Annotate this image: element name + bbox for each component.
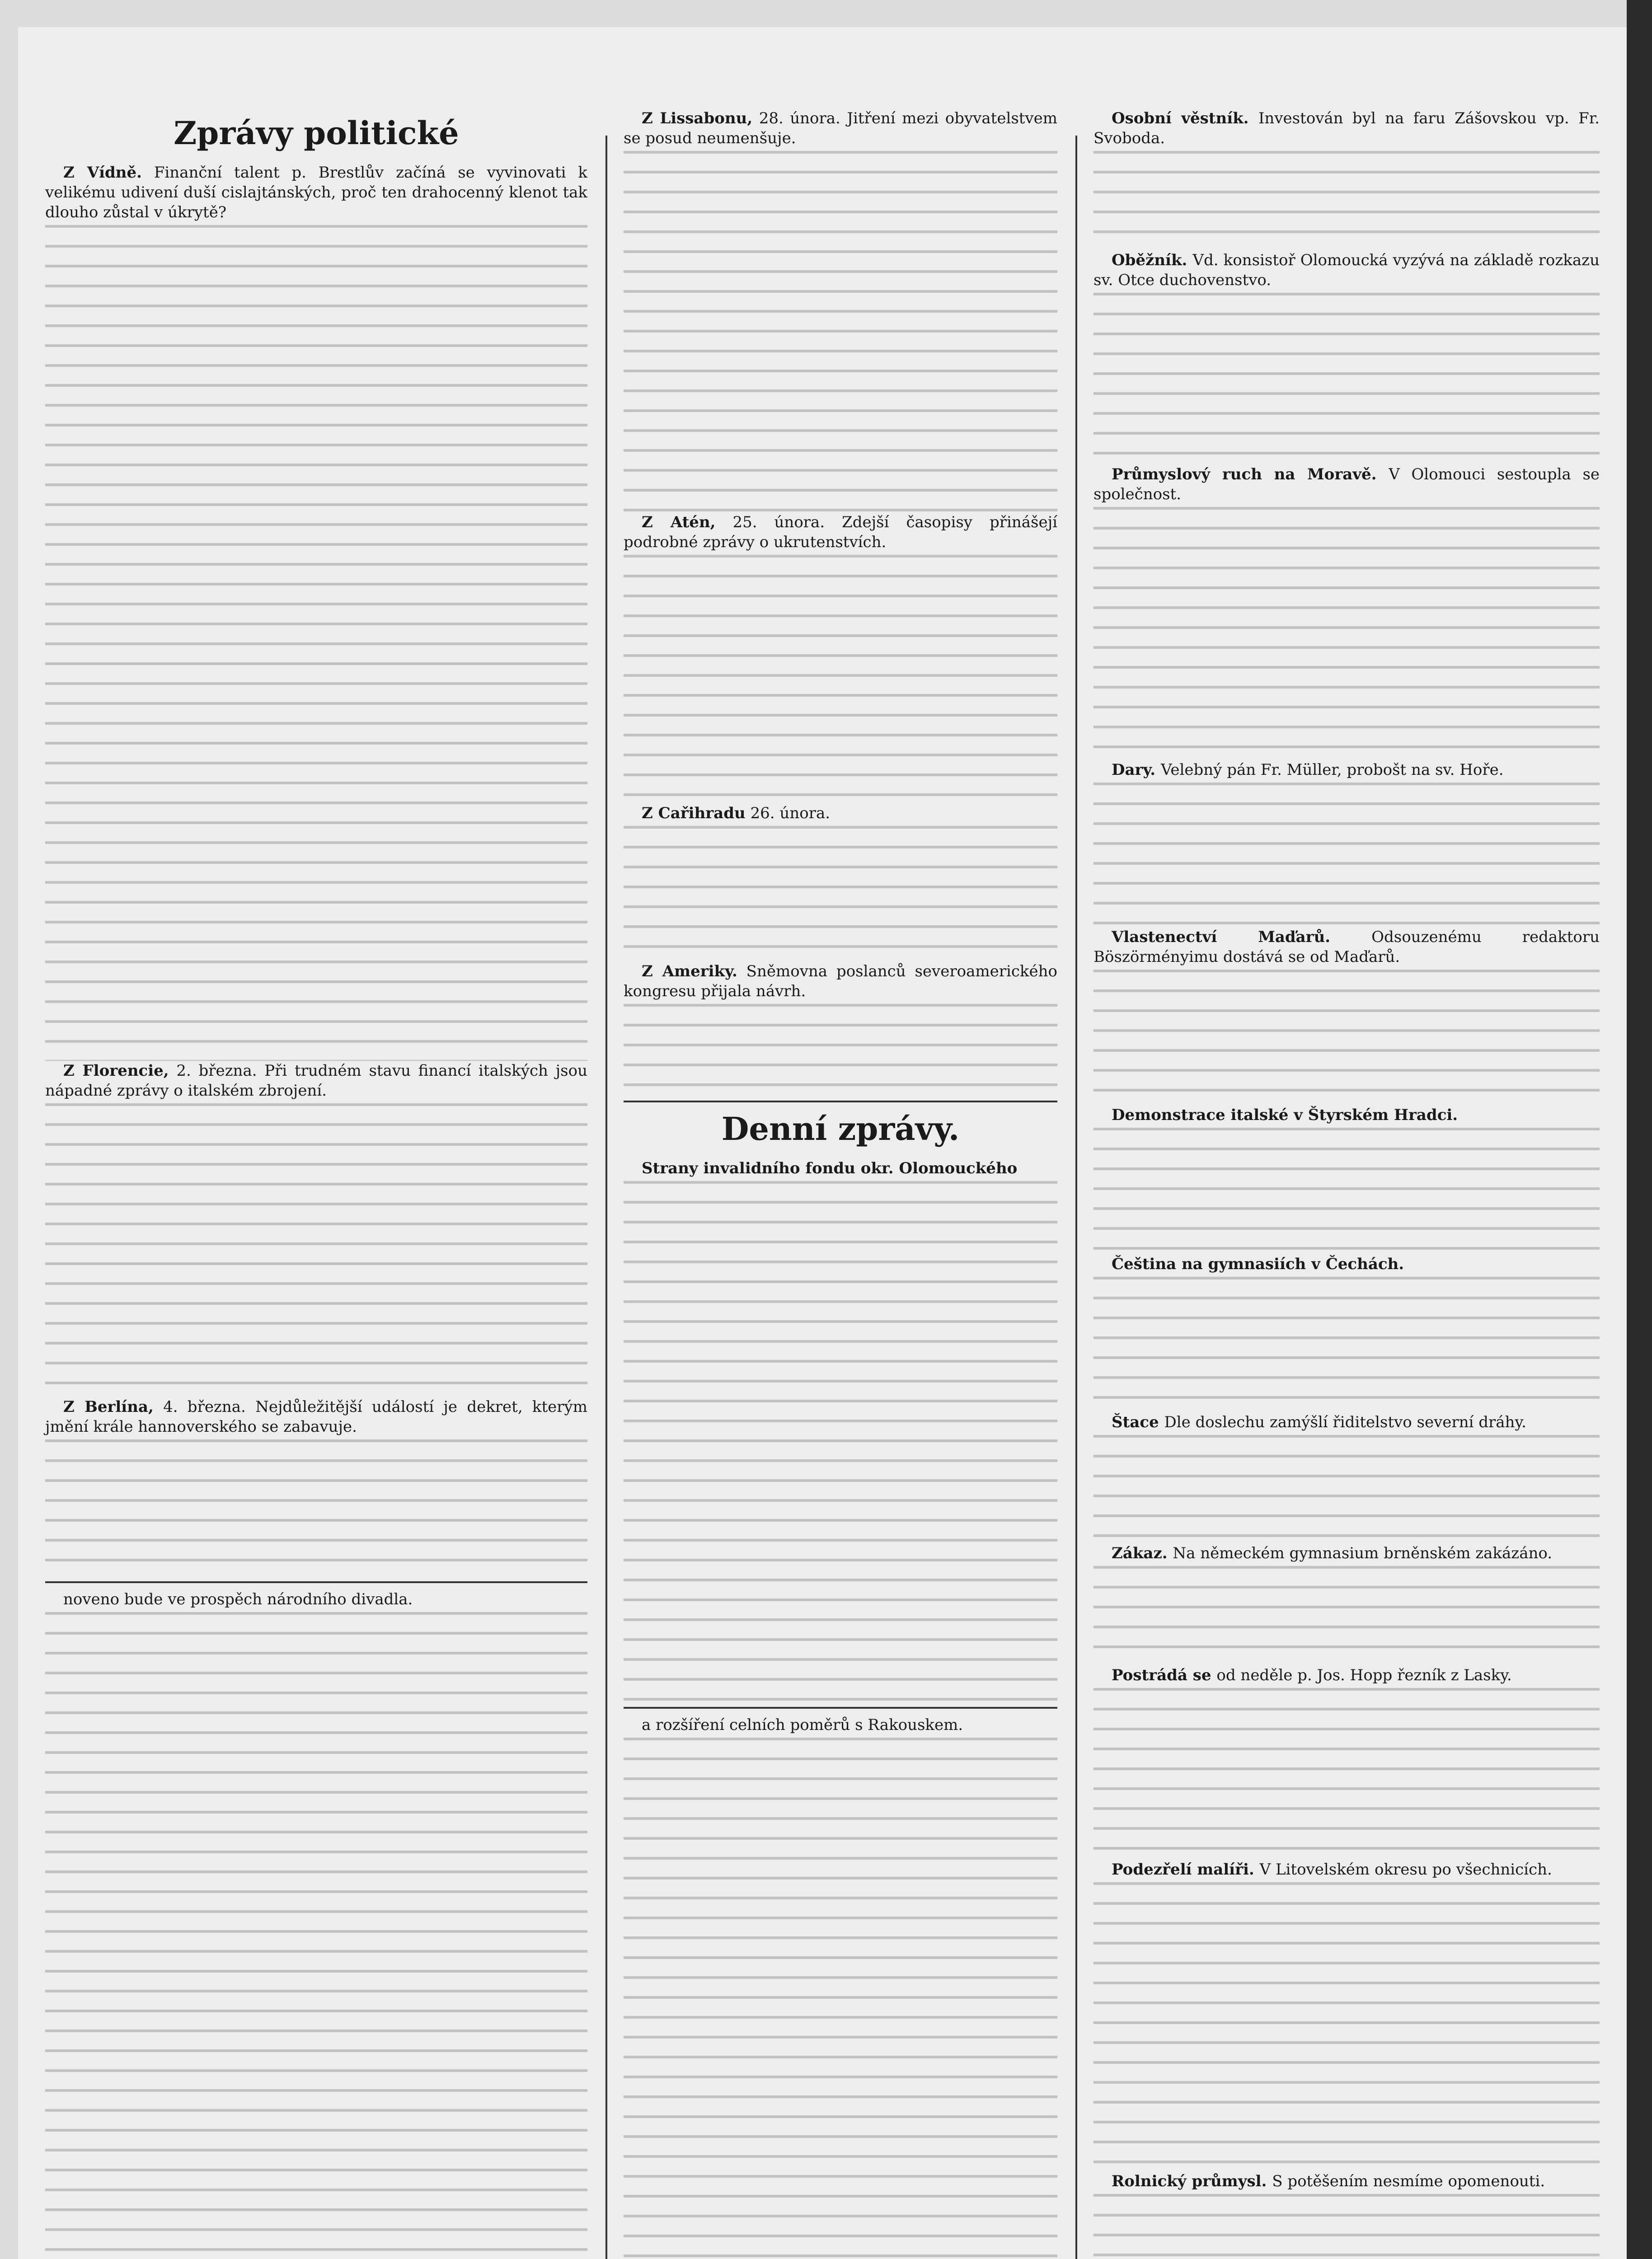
article-place: Z Ameriky. bbox=[642, 962, 737, 980]
news-item bbox=[1094, 250, 1600, 290]
text-block bbox=[45, 1103, 587, 1397]
article bbox=[45, 1589, 587, 1609]
news-item bbox=[1094, 760, 1600, 780]
news-item-title: Dary. bbox=[1112, 761, 1161, 779]
news-item bbox=[1094, 108, 1600, 148]
news-item bbox=[1094, 1665, 1600, 1685]
text-block bbox=[45, 225, 587, 1061]
column-rule bbox=[1075, 136, 1077, 2259]
text-block bbox=[1094, 507, 1600, 760]
column-rule bbox=[605, 136, 607, 2259]
article bbox=[624, 108, 1057, 148]
text-block bbox=[624, 826, 1057, 961]
news-item-title: Průmyslový ruch na Moravě. bbox=[1112, 465, 1389, 483]
news-item-title: Rolnický průmysl. bbox=[1112, 2172, 1272, 2190]
news-item-text: Velebný pán Fr. Müller, probošt na sv. Hoře. bbox=[1160, 761, 1504, 779]
news-item-title: Oběžník. bbox=[1112, 251, 1193, 269]
text-block bbox=[624, 1738, 1057, 2259]
text-block bbox=[624, 555, 1057, 803]
article-text: 2. března. Při trudném stavu financí italských jsou nápadné zprávy o italském zbrojení. bbox=[45, 1062, 587, 1100]
article-place: Z Berlína, bbox=[63, 1398, 154, 1416]
divider bbox=[624, 1101, 1057, 1102]
text-block bbox=[1094, 1128, 1600, 1254]
news-item-title: Štace bbox=[1112, 1413, 1164, 1431]
article bbox=[624, 961, 1057, 1001]
text-block bbox=[1094, 1435, 1600, 1543]
text-block bbox=[1094, 783, 1600, 927]
news-item-text: Dle doslechu zamýšlí řiditelstvo severní dráhy. bbox=[1164, 1413, 1526, 1431]
news-item-text: V Olomouci sestoupla se společnost. bbox=[1094, 465, 1600, 503]
article bbox=[624, 803, 1057, 823]
article bbox=[45, 163, 587, 222]
text-block bbox=[1094, 151, 1600, 250]
news-item-text: Investován byl na faru Zášovskou vp. Fr. Svoboda. bbox=[1094, 109, 1600, 147]
article-place: Z Vídně. bbox=[63, 164, 142, 182]
divider bbox=[45, 1581, 587, 1583]
news-item-title: Demonstrace italské v Štyrském Hradci. bbox=[1112, 1106, 1458, 1124]
news-item-text: V Litovelském okresu po všechnicích. bbox=[1259, 1861, 1552, 1879]
divider bbox=[624, 1707, 1057, 1709]
text-block bbox=[1094, 1566, 1600, 1665]
article-place: Z Cařihradu bbox=[642, 804, 746, 822]
article bbox=[624, 512, 1057, 552]
article-text: a rozšíření celních poměrů s Rakouskem. bbox=[642, 1716, 963, 1734]
middle-column bbox=[610, 108, 1071, 2259]
article-place: Z Lissabonu, bbox=[642, 109, 753, 127]
article-text: 26. února. bbox=[750, 804, 831, 822]
news-item bbox=[1094, 464, 1600, 504]
news-item-title: Postrádá se bbox=[1112, 1666, 1217, 1684]
news-item-text: od neděle p. Jos. Hopp řezník z Lasky. bbox=[1216, 1666, 1512, 1684]
news-item-text: Na německém gymnasium brněnském zakázáno. bbox=[1173, 1544, 1553, 1562]
text-block bbox=[45, 1612, 587, 2259]
article-text: 25. února. Zdejší časopisy přinášejí podrobné zprávy o ukrutenstvích. bbox=[624, 513, 1057, 551]
news-item bbox=[1094, 2171, 1600, 2191]
article-text: Finanční talent p. Brestlův začíná se vyvinovati k velikému udivení duší cislajtánských, proč ten drahocenný klenot tak dlouho zůstal v úkrytě? bbox=[45, 164, 587, 221]
news-item bbox=[1094, 1860, 1600, 1879]
article bbox=[45, 1061, 587, 1101]
news-item bbox=[1094, 1105, 1600, 1125]
text-block bbox=[624, 151, 1057, 512]
article bbox=[45, 1397, 587, 1437]
news-item bbox=[1094, 1543, 1600, 1563]
newspaper-page bbox=[18, 27, 1627, 2259]
right-column bbox=[1080, 108, 1613, 2259]
page-edge bbox=[1627, 0, 1652, 2259]
news-item-title: Zákaz. bbox=[1112, 1544, 1173, 1562]
text-block bbox=[1094, 293, 1600, 464]
news-item-title: Podezřelí malíři. bbox=[1112, 1861, 1260, 1879]
news-item-text: S potěšením nesmíme opomenouti. bbox=[1272, 2172, 1545, 2190]
text-block bbox=[45, 1439, 587, 1575]
news-item-title: Čeština na gymnasiích v Čechách. bbox=[1112, 1255, 1404, 1273]
text-block bbox=[624, 1181, 1057, 1701]
left-column bbox=[32, 108, 601, 2259]
article-text: 28. února. Jitření mezi obyvatelstvem se posud neumenšuje. bbox=[624, 109, 1057, 147]
section-heading-daily-news: Denní zprávy. bbox=[721, 1110, 960, 1148]
text-block bbox=[1094, 1277, 1600, 1412]
text-block bbox=[624, 1004, 1057, 1094]
article-text: noveno bude ve prospěch národního divadla. bbox=[63, 1590, 413, 1608]
article-place: Z Florencie, bbox=[63, 1062, 169, 1080]
article bbox=[624, 1715, 1057, 1735]
news-item bbox=[1094, 927, 1600, 967]
news-item bbox=[1094, 1254, 1600, 1274]
article-text: 4. března. Nejdůležitější událostí je dekret, kterým jmění krále hannoverského se zabavuje. bbox=[45, 1398, 587, 1436]
article-text: Sněmovna poslanců severoamerického kongresu přijala návrh. bbox=[624, 962, 1057, 1000]
news-item-title: Vlastenectví Maďarů. bbox=[1112, 928, 1372, 946]
right-items bbox=[1094, 108, 1600, 2259]
news-item bbox=[1094, 1412, 1600, 1432]
news-item-text: Vd. konsistoř Olomoucká vyzývá na základě rozkazu sv. Otce duchovenstvo. bbox=[1094, 251, 1600, 289]
text-block bbox=[1094, 970, 1600, 1105]
article-text: Strany invalidního fondu okr. Olomouckého bbox=[642, 1159, 1018, 1177]
news-item-text: Odsouzenému redaktoru Böszörményimu dostává se od Maďarů. bbox=[1094, 928, 1600, 966]
text-block bbox=[1094, 1688, 1600, 1860]
text-block bbox=[1094, 2194, 1600, 2259]
section-heading-politics: Zprávy politické bbox=[174, 114, 459, 152]
article-place: Z Atén, bbox=[642, 513, 716, 531]
article bbox=[624, 1158, 1057, 1178]
text-block bbox=[1094, 1882, 1600, 2171]
news-item-title: Osobní věstník. bbox=[1112, 109, 1258, 127]
